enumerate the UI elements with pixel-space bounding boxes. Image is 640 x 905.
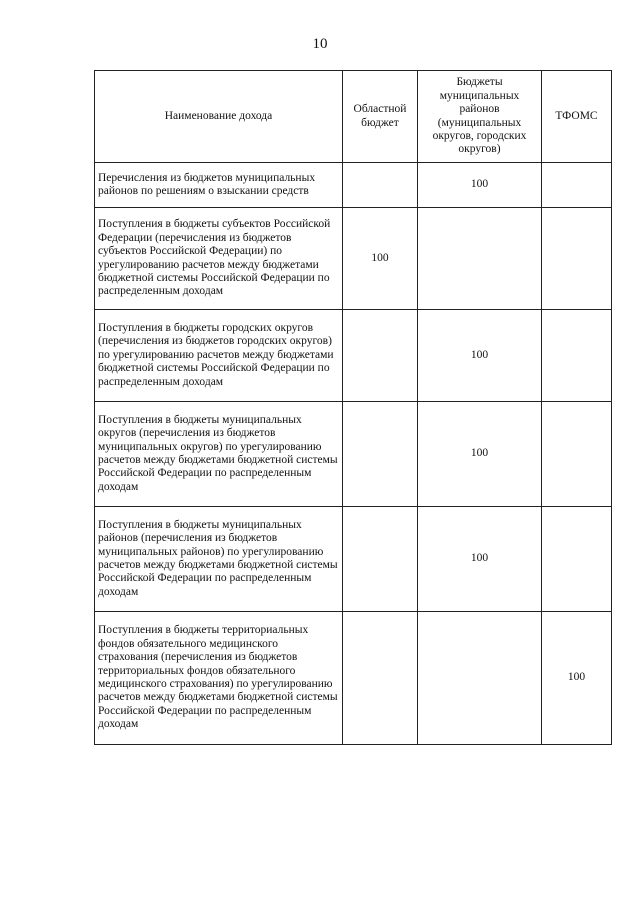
row-tfoms-share: 100 [542, 612, 612, 745]
revenue-distribution-table [94, 70, 612, 745]
row-municipal-share: 100 [418, 402, 542, 507]
header-municipal-budgets: Бюджеты муниципальных районов (муниципальных округов, городских округов) [418, 71, 542, 163]
row-regional-share [343, 402, 418, 507]
row-municipal-share: 100 [418, 310, 542, 402]
row-tfoms-share [542, 507, 612, 612]
row-regional-share [343, 507, 418, 612]
table-header-row [95, 71, 612, 163]
row-municipal-share [418, 208, 542, 310]
row-revenue-name: Поступления в бюджеты муниципальных округов (перечисления из бюджетов муниципальных округов) по урегулированию расчетов между бюджетами бюджетной системы Российской Федерации по распределенным доходам [95, 402, 343, 507]
row-revenue-name: Поступления в бюджеты территориальных фондов обязательного медицинского страхования (перечисления из бюджетов территориальных фондов обязательного медицинского страхования) по урегулированию расчетов между бюджетами бюджетной системы Российской Федерации по распределенным доходам [95, 612, 343, 745]
row-regional-share [343, 163, 418, 208]
row-municipal-share [418, 612, 542, 745]
header-tfoms: ТФОМС [542, 71, 612, 163]
row-revenue-name: Поступления в бюджеты городских округов (перечисления из бюджетов городских округов) по урегулированию расчетов между бюджетами бюджетной системы Российской Федерации по распределенным доходам [95, 310, 343, 402]
row-revenue-name: Поступления в бюджеты муниципальных районов (перечисления из бюджетов муниципальных районов) по урегулированию расчетов между бюджетами бюджетной системы Российской Федерации по распределенным доходам [95, 507, 343, 612]
row-regional-share [343, 612, 418, 745]
header-regional-budget: Областной бюджет [343, 71, 418, 163]
row-municipal-share: 100 [418, 163, 542, 208]
row-tfoms-share [542, 402, 612, 507]
row-tfoms-share [542, 163, 612, 208]
table-row [95, 163, 612, 208]
header-revenue-name: Наименование дохода [95, 71, 343, 163]
row-tfoms-share [542, 310, 612, 402]
row-regional-share [343, 310, 418, 402]
table-row [95, 310, 612, 402]
page-number: 10 [312, 36, 328, 52]
row-tfoms-share [542, 208, 612, 310]
row-revenue-name: Перечисления из бюджетов муниципальных районов по решениям о взыскании средств [95, 163, 343, 208]
table-row [95, 507, 612, 612]
row-municipal-share: 100 [418, 507, 542, 612]
row-revenue-name: Поступления в бюджеты субъектов Российской Федерации (перечисления из бюджетов субъектов Российской Федерации) по урегулированию расчетов между бюджетами бюджетной системы Российской Федерации по распределенным доходам [95, 208, 343, 310]
table-row [95, 402, 612, 507]
table-row [95, 612, 612, 745]
table-row [95, 208, 612, 310]
row-regional-share: 100 [343, 208, 418, 310]
